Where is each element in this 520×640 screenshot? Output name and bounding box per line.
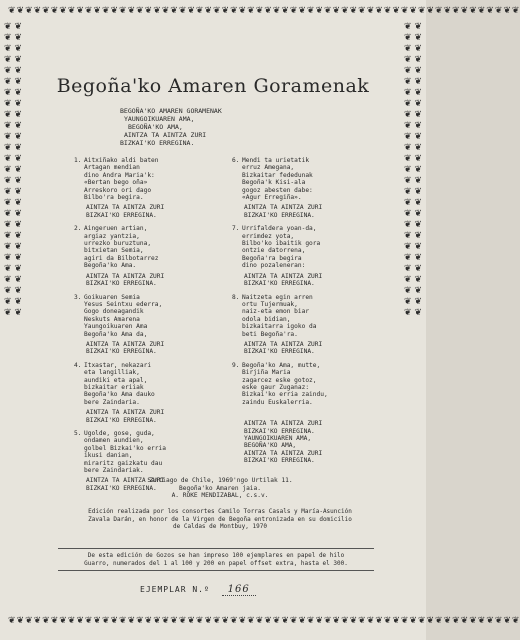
intro-line: BIZKAI'KO ERREGINA. bbox=[120, 139, 195, 147]
stanza-line bbox=[232, 240, 392, 247]
final-chorus-line: BIZKAI'KO ERREGINA. bbox=[244, 427, 315, 435]
stanza-text: Bizkai'ko erria zaindu, bbox=[242, 391, 328, 399]
stanza-text: argiaz yantzia, bbox=[84, 232, 140, 240]
stanza-text: Begoña'ko Ama, mutte, bbox=[242, 361, 321, 369]
final-chorus-line: BIZKAI'KO ERREGINA. bbox=[244, 457, 315, 465]
stanza-number: 1. bbox=[74, 157, 82, 164]
stanza-line bbox=[232, 179, 392, 186]
stanza-text: Goikuaren Semia bbox=[84, 293, 140, 301]
copy-number bbox=[140, 584, 300, 595]
stanza-line bbox=[232, 233, 392, 240]
stanza-number: 2. bbox=[74, 225, 82, 233]
intro-line: AINTZA TA AINTZA ZURI bbox=[124, 131, 207, 139]
border-top-ornament: ❦❦❦❦❦❦❦❦❦❦❦❦❦❦❦❦❦❦❦❦❦❦❦❦❦❦❦❦❦❦❦❦❦❦❦❦❦❦❦❦❦❦❦❦❦❦❦❦❦❦❦❦❦❦❦❦❦❦❦❦ bbox=[8, 6, 520, 16]
stanza-text: naiz-eta emon biar bbox=[242, 308, 310, 316]
stanza-text: ontzie datorrena, bbox=[242, 247, 306, 255]
stanza-line bbox=[232, 164, 392, 171]
stanza-text: Gogo doneagandik bbox=[84, 308, 144, 316]
chorus-line: AINTZA TA AINTZA ZURI bbox=[244, 340, 323, 348]
stanza-line bbox=[232, 294, 392, 301]
stanza-line bbox=[74, 255, 224, 262]
stanza-text: Urrifaldera yoan-da, bbox=[242, 225, 317, 233]
border-right-ornament: ❦ ❦ ❦ ❦ ❦ ❦ ❦ ❦ ❦ ❦ ❦ ❦ ❦ ❦ ❦ ❦ ❦ ❦ ❦ ❦ ❦ ❦ ❦ ❦ ❦ ❦ ❦ ❦ ❦ ❦ ❦ ❦ ❦ ❦ ❦ ❦ ❦ ❦ ❦ ❦ ❦ ❦ ❦ ❦ ❦ ❦ ❦ ❦ ❦ ❦ ❦ ❦ ❦ ❦ bbox=[404, 22, 422, 318]
edition-credit bbox=[60, 508, 380, 531]
stanza-line bbox=[74, 362, 224, 369]
stanza-line bbox=[74, 225, 224, 232]
chorus-line: AINTZA TA AINTZA ZURI bbox=[86, 409, 165, 417]
stanza-text: Mendi ta urietatik bbox=[242, 157, 310, 164]
final-chorus-line: AINTZA TA AINTZA ZURI bbox=[244, 449, 323, 457]
chorus-line: AINTZA TA AINTZA ZURI bbox=[244, 272, 323, 280]
intro-line: BEGOÑA'KO AMAREN GORAMENAK bbox=[120, 107, 222, 115]
edition-line: Zavala Darán, en honor de la Virgen de Begoña entronizada en su domicilio bbox=[88, 515, 352, 523]
stanza-line bbox=[74, 377, 224, 384]
stanza-text: Neskuts Amarena bbox=[84, 315, 140, 323]
stanza-line bbox=[74, 164, 224, 171]
intro-line: BEGOÑA'KO AMA, bbox=[128, 123, 183, 131]
stanza-text: urrezko buruztuna, bbox=[84, 240, 152, 248]
stanza-line bbox=[232, 255, 392, 262]
stanza-text: golbel Bizkai'ko erria bbox=[84, 444, 166, 452]
stanza-text: agiri da Bilbotarrez bbox=[84, 254, 159, 262]
copy-number-value: 166 bbox=[222, 584, 256, 596]
stanza-text: Artagan mendian bbox=[84, 164, 140, 172]
stanza-text: bere Zaindariak. bbox=[84, 467, 144, 475]
stanza-line bbox=[232, 301, 392, 308]
stanza-number: 7. bbox=[232, 225, 240, 233]
chorus-line: BIZKAI'KO ERREGINA. bbox=[86, 484, 157, 492]
print-run-note bbox=[58, 548, 374, 571]
note-line: Guarro, numerados del 1 al 100 y 200 en papel offset extra, hasta el 300. bbox=[84, 559, 348, 567]
stanza-line bbox=[74, 194, 224, 201]
stanza-line bbox=[74, 172, 224, 179]
stanza-line bbox=[74, 308, 224, 315]
stanza-text: dino Andra Maria'k: bbox=[84, 171, 155, 179]
stanza-text: Bilbo'ko ibaitik gora bbox=[242, 240, 321, 248]
chorus-line: BIZKAI'KO ERREGINA. bbox=[244, 280, 315, 288]
stanza-line bbox=[232, 331, 392, 338]
stanza-number: 3. bbox=[74, 293, 82, 301]
stanza-text: Begoña'ra begira bbox=[242, 254, 302, 262]
signature-block bbox=[120, 477, 320, 500]
stanza-text: «Agur Erregiña». bbox=[242, 194, 302, 202]
stanza-text: Yaungoikuaren Ama bbox=[84, 323, 148, 331]
chorus-line: AINTZA TA AINTZA ZURI bbox=[244, 204, 323, 212]
stanza-text: bizkaitarra igoko da bbox=[242, 323, 317, 331]
stanza-line bbox=[232, 308, 392, 315]
stanza-line bbox=[74, 262, 224, 269]
stanza-line bbox=[74, 233, 224, 240]
final-chorus bbox=[232, 420, 392, 464]
stanza-text: bere Zaindaria. bbox=[84, 398, 140, 406]
stanza-text: Ugolde, gose, guda, bbox=[84, 430, 155, 437]
stanza-line bbox=[74, 369, 224, 376]
stanza-text: Yesus Seintxu ederra, bbox=[84, 300, 163, 308]
stanzas-left-column bbox=[74, 157, 224, 498]
stanza-text: Aitxiñako aldi baten bbox=[84, 157, 159, 164]
border-bottom-ornament: ❦❦❦❦❦❦❦❦❦❦❦❦❦❦❦❦❦❦❦❦❦❦❦❦❦❦❦❦❦❦❦❦❦❦❦❦❦❦❦❦❦❦❦❦❦❦❦❦❦❦❦❦❦❦❦❦❦❦❦❦ bbox=[8, 616, 520, 626]
border-left-ornament: ❦ ❦ ❦ ❦ ❦ ❦ ❦ ❦ ❦ ❦ ❦ ❦ ❦ ❦ ❦ ❦ ❦ ❦ ❦ ❦ ❦ ❦ ❦ ❦ ❦ ❦ ❦ ❦ ❦ ❦ ❦ ❦ ❦ ❦ ❦ ❦ ❦ ❦ ❦ ❦ ❦ ❦ ❦ ❦ ❦ ❦ ❦ ❦ ❦ ❦ ❦ ❦ ❦ ❦ bbox=[4, 22, 22, 318]
stanza-text: bizkaitar eriiak bbox=[84, 383, 144, 391]
stanza-line bbox=[232, 362, 392, 369]
intro-line: YAUNGOIKUAREN AMA, bbox=[124, 115, 195, 123]
stanza-line bbox=[74, 430, 224, 437]
chorus-line: BIZKAI'KO ERREGINA. bbox=[244, 348, 315, 356]
stanza-line bbox=[232, 262, 392, 269]
stanza-line bbox=[74, 301, 224, 308]
edition-line: de Caldas de Montbuy, 1970 bbox=[173, 523, 267, 530]
copy-number-label: EJEMPLAR N.º bbox=[140, 585, 210, 594]
stanza-text: ortu Tujermuak, bbox=[242, 300, 298, 308]
signature-line: Santiago de Chile, 1969'ngo Urtilak 11. bbox=[147, 477, 293, 484]
stanza-line bbox=[232, 194, 392, 201]
stanza-text: miraritz gaizkatu dau bbox=[84, 459, 163, 467]
stanza-line bbox=[74, 467, 224, 474]
chorus-line: AINTZA TA AINTZA ZURI bbox=[86, 272, 165, 280]
stanza-text: Naitzeta egin arren bbox=[242, 293, 313, 301]
chorus-line: BIZKAI'KO ERREGINA. bbox=[86, 348, 157, 356]
stanza-line bbox=[74, 316, 224, 323]
chorus-line: BIZKAI'KO ERREGINA. bbox=[86, 416, 157, 424]
stanza-line bbox=[232, 157, 392, 164]
stanza-text: dino pozaleneran: bbox=[242, 262, 306, 270]
stanza-text: ondamen aundien, bbox=[84, 437, 144, 445]
stanza-line bbox=[74, 179, 224, 186]
stanza-text: errimdez yota, bbox=[242, 232, 295, 240]
stanza-line bbox=[74, 445, 224, 452]
stanzas-right-column bbox=[232, 157, 392, 471]
stanza-line bbox=[74, 460, 224, 467]
stanza-line bbox=[232, 316, 392, 323]
stanza-line bbox=[74, 323, 224, 330]
stanza-text: «Bertan bego oña» bbox=[84, 179, 148, 187]
stanza-text: Itxastar, nekazari bbox=[84, 361, 152, 369]
chorus-line: BIZKAI'KO ERREGINA. bbox=[244, 211, 315, 219]
stanza-text: bitxietan Semia, bbox=[84, 247, 144, 255]
stanza-line bbox=[74, 157, 224, 164]
stanza-text: ikusi danian, bbox=[84, 452, 133, 460]
stanza-line bbox=[74, 294, 224, 301]
stanza-line bbox=[74, 331, 224, 338]
stanza-text: beti Begoña'ra. bbox=[242, 330, 298, 338]
chorus-line: AINTZA TA AINTZA ZURI bbox=[86, 340, 165, 348]
stanza-line bbox=[74, 384, 224, 391]
stanza-line bbox=[74, 187, 224, 194]
stanza-text: odola bidian, bbox=[242, 315, 291, 323]
stanza-text: zagarcez eske gotoz, bbox=[242, 376, 317, 384]
stanza-number: 6. bbox=[232, 157, 240, 164]
signature-line: A. ROKE MENDIZABAL, c.s.v. bbox=[171, 492, 269, 500]
stanza-line bbox=[232, 391, 392, 398]
stanza bbox=[232, 157, 392, 219]
chorus-line: AINTZA TA AINTZA ZURI bbox=[86, 477, 165, 485]
stanza-line bbox=[232, 399, 392, 406]
stanza-line bbox=[74, 452, 224, 459]
stanza-text: Begoña'k Kisi-ala bbox=[242, 179, 306, 187]
stanza-line bbox=[74, 240, 224, 247]
stanza bbox=[232, 362, 392, 406]
note-line: De esta edición de Gozos se han impreso 100 ejemplares en papel de hilo bbox=[87, 552, 345, 559]
stanza bbox=[74, 157, 224, 219]
stanza bbox=[74, 225, 224, 287]
stanza bbox=[74, 362, 224, 424]
stanza-text: Begoña'ko Ama. bbox=[84, 262, 137, 270]
stanza-text: eta langilliak, bbox=[84, 369, 140, 377]
chorus-line: BIZKAI'KO ERREGINA. bbox=[86, 211, 157, 219]
chorus-line: AINTZA TA AINTZA ZURI bbox=[86, 204, 165, 212]
stanza-text: aundiki eta apal, bbox=[84, 376, 148, 384]
stanza-text: Aingeruen artian, bbox=[84, 225, 148, 233]
stanza-line bbox=[74, 391, 224, 398]
stanza-number: 4. bbox=[74, 361, 82, 369]
signature-line: Begoña'ko Amaren jaia. bbox=[179, 484, 261, 492]
stanza-text: gogoz abesten dabe: bbox=[242, 186, 313, 194]
stanza-number: 8. bbox=[232, 293, 240, 301]
stanza-line bbox=[232, 225, 392, 232]
stanza bbox=[232, 294, 392, 356]
final-chorus-line: YAUNGOIKUAREN AMA, bbox=[244, 435, 312, 442]
stanza-line bbox=[232, 172, 392, 179]
stanza-line bbox=[232, 323, 392, 330]
stanza-text: Birjiña Maria bbox=[242, 369, 291, 377]
stanza-line bbox=[74, 247, 224, 254]
stanza-line bbox=[232, 369, 392, 376]
stanza bbox=[232, 225, 392, 287]
page-title: Begoña'ko Amaren Goramenak bbox=[56, 74, 370, 97]
stanza-text: Begoña'ko Ama da, bbox=[84, 330, 148, 338]
stanza-line bbox=[232, 377, 392, 384]
stanza-text: zaindu Euskalerria. bbox=[242, 398, 313, 406]
edition-line: Edición realizada por los consortes Camilo Torras Casals y María-Asunción bbox=[88, 508, 352, 515]
stanza-number: 5. bbox=[74, 430, 82, 437]
chorus-line: BIZKAI'KO ERREGINA. bbox=[86, 280, 157, 288]
stanza-text: Begoña'ko Ama dauko bbox=[84, 391, 155, 399]
intro-chorus bbox=[120, 107, 320, 147]
stanza-text: Arreskoro ori dago bbox=[84, 186, 152, 194]
stanza-line bbox=[232, 187, 392, 194]
stanza-line bbox=[74, 399, 224, 406]
stanza-text: eske gaur Zuganaz: bbox=[242, 383, 310, 391]
stanza bbox=[74, 294, 224, 356]
stanza-line bbox=[74, 437, 224, 444]
final-chorus-line: BEGOÑA'KO AMA, bbox=[244, 442, 297, 450]
stanza-line bbox=[232, 247, 392, 254]
stanza-text: erruz Amegana, bbox=[242, 164, 295, 172]
stanza-text: Bilbo'ra begira. bbox=[84, 194, 144, 202]
final-chorus-line: AINTZA TA AINTZA ZURI bbox=[244, 420, 323, 428]
stanza-text: Bizkaitar fededunak bbox=[242, 171, 313, 179]
stanza-line bbox=[232, 384, 392, 391]
stanza-number: 9. bbox=[232, 361, 240, 369]
